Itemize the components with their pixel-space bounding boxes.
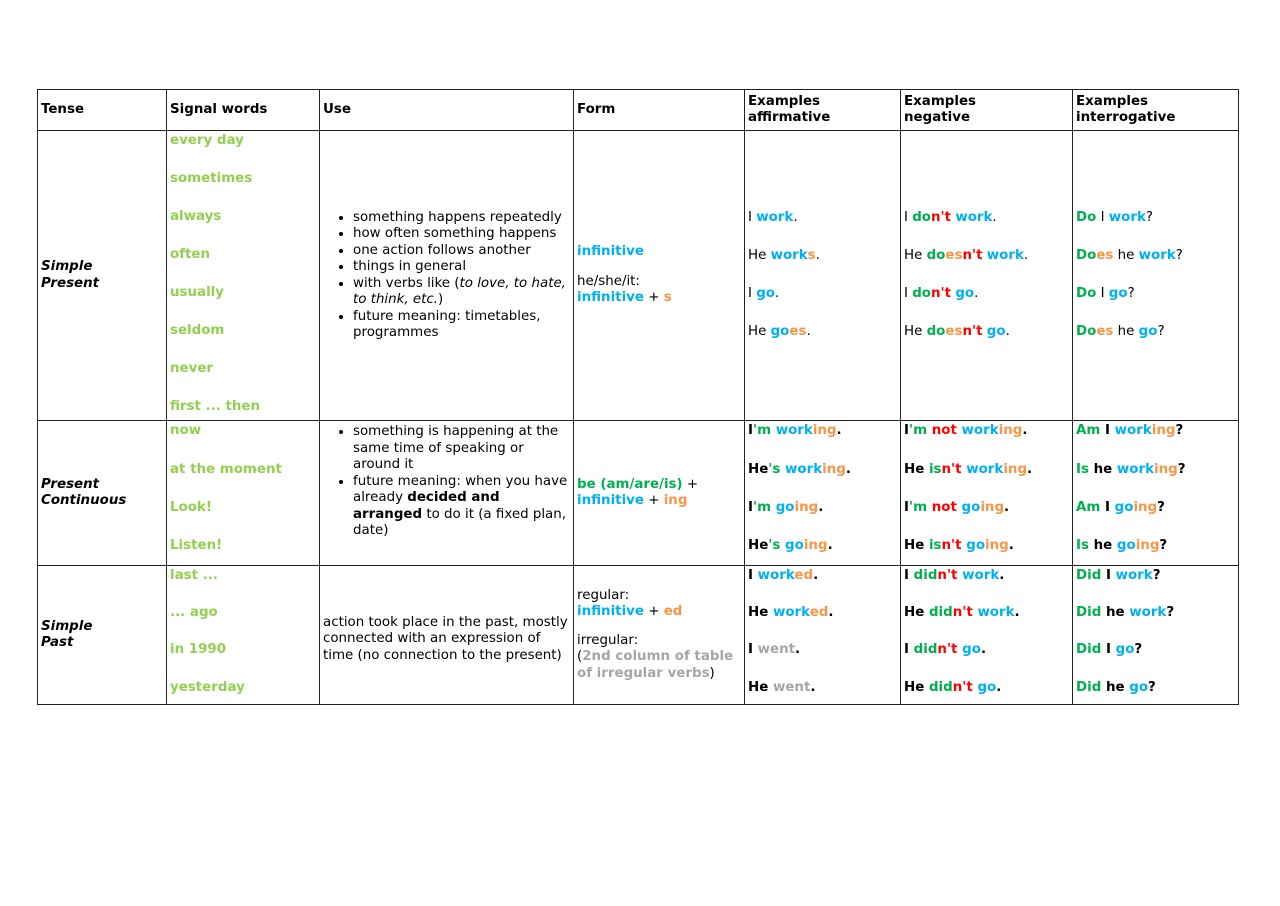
form-simple-present: infinitive he/she/it: infinitive + s (574, 131, 745, 421)
use-simple-present (320, 131, 574, 421)
example: I'm going. (748, 500, 824, 515)
signal-words-present-continuous (167, 421, 320, 566)
examples-affirmative-simple-present (745, 131, 901, 421)
use-item: • something happens repeatedly (353, 210, 570, 227)
example: Is he going? (1076, 538, 1168, 553)
form-present-continuous: be (am/are/is) + infinitive + ing (574, 421, 745, 566)
examples-affirmative-simple-past (745, 566, 901, 705)
signal-word: never (170, 361, 214, 376)
signal-word: first ... then (170, 399, 261, 414)
tense-simple-past: Simple Past (38, 566, 167, 705)
example: I'm working. (748, 423, 842, 438)
example: I went. (748, 642, 801, 657)
example: I didn't work. (904, 568, 1005, 583)
use-item: • things in general (353, 259, 570, 276)
example: I didn't go. (904, 642, 987, 657)
example: Did I work? (1076, 568, 1161, 583)
signal-word: in 1990 (170, 642, 227, 657)
row-simple-past (38, 566, 1239, 705)
header-row (38, 90, 1239, 131)
use-simple-past: action took place in the past, mostly connected with an expression of time (no connection to the present) (320, 566, 574, 705)
example: He works. (748, 248, 820, 264)
example: He went. (748, 680, 816, 695)
header-examples-negative: Examples negative (901, 90, 1073, 131)
examples-negative-simple-present (901, 131, 1073, 421)
example: Does he go? (1076, 324, 1165, 340)
example: I don't work. (904, 210, 997, 226)
example: I'm not going. (904, 500, 1010, 515)
signal-word: ... ago (170, 605, 218, 620)
example: He's going. (748, 538, 833, 553)
signal-word: often (170, 247, 211, 262)
example: He isn't working. (904, 462, 1033, 477)
examples-interrogative-present-continuous (1073, 421, 1239, 566)
example: He doesn't work. (904, 248, 1029, 264)
example: Did he go? (1076, 680, 1156, 695)
use-item: • future meaning: when you have already decided and arranged to do it (a fixed plan, date) (353, 474, 570, 540)
signal-word: now (170, 423, 202, 438)
signal-words-simple-past (167, 566, 320, 705)
example: I worked. (748, 568, 819, 583)
signal-word: Look! (170, 500, 212, 515)
signal-words-simple-present (167, 131, 320, 421)
header-form: Form (574, 90, 745, 131)
example: He worked. (748, 605, 834, 620)
example: Does he work? (1076, 248, 1183, 264)
row-simple-present (38, 131, 1239, 421)
example: He isn't going. (904, 538, 1014, 553)
example: He doesn't go. (904, 324, 1010, 340)
tense-present-continuous: Present Continuous (38, 421, 167, 566)
header-use: Use (320, 90, 574, 131)
use-present-continuous (320, 421, 574, 566)
header-signal-words: Signal words (167, 90, 320, 131)
signal-word: Listen! (170, 538, 223, 553)
example: He goes. (748, 324, 811, 340)
tense-simple-present: Simple Present (38, 131, 167, 421)
example: He's working. (748, 462, 851, 477)
header-examples-affirmative: Examples affirmative (745, 90, 901, 131)
signal-word: last ... (170, 568, 218, 583)
signal-word: yesterday (170, 680, 245, 695)
example: Do I work? (1076, 210, 1153, 226)
examples-negative-present-continuous (901, 421, 1073, 566)
example: Do I go? (1076, 286, 1135, 302)
tenses-table (37, 89, 1239, 705)
use-item: • one action follows another (353, 243, 570, 260)
signal-word: sometimes (170, 171, 253, 186)
signal-word: usually (170, 285, 224, 300)
use-item: • with verbs like (to love, to hate, to think, etc.) (353, 276, 570, 309)
example: Did I go? (1076, 642, 1143, 657)
examples-affirmative-present-continuous (745, 421, 901, 566)
example: I'm not working. (904, 423, 1028, 438)
example: He didn't work. (904, 605, 1020, 620)
example: Did he work? (1076, 605, 1175, 620)
signal-word: always (170, 209, 222, 224)
example: I don't go. (904, 286, 979, 302)
row-present-continuous (38, 421, 1239, 566)
examples-interrogative-simple-past (1073, 566, 1239, 705)
signal-word: seldom (170, 323, 225, 338)
example: I work. (748, 210, 798, 226)
use-item: • how often something happens (353, 226, 570, 243)
example: Am I going? (1076, 500, 1165, 515)
examples-interrogative-simple-present (1073, 131, 1239, 421)
use-item: • something is happening at the same time of speaking or around it (353, 424, 570, 474)
form-simple-past: regular: infinitive + ed irregular: (2nd column of table of irregular verbs) (574, 566, 745, 705)
signal-word: every day (170, 133, 244, 148)
examples-negative-simple-past (901, 566, 1073, 705)
example: I go. (748, 286, 780, 302)
example: Is he working? (1076, 462, 1186, 477)
header-tense: Tense (38, 90, 167, 131)
signal-word: at the moment (170, 462, 282, 477)
example: Am I working? (1076, 423, 1184, 438)
use-item: • future meaning: timetables, programmes (353, 309, 570, 342)
header-examples-interrogative: Examples interrogative (1073, 90, 1239, 131)
example: He didn't go. (904, 680, 1002, 695)
